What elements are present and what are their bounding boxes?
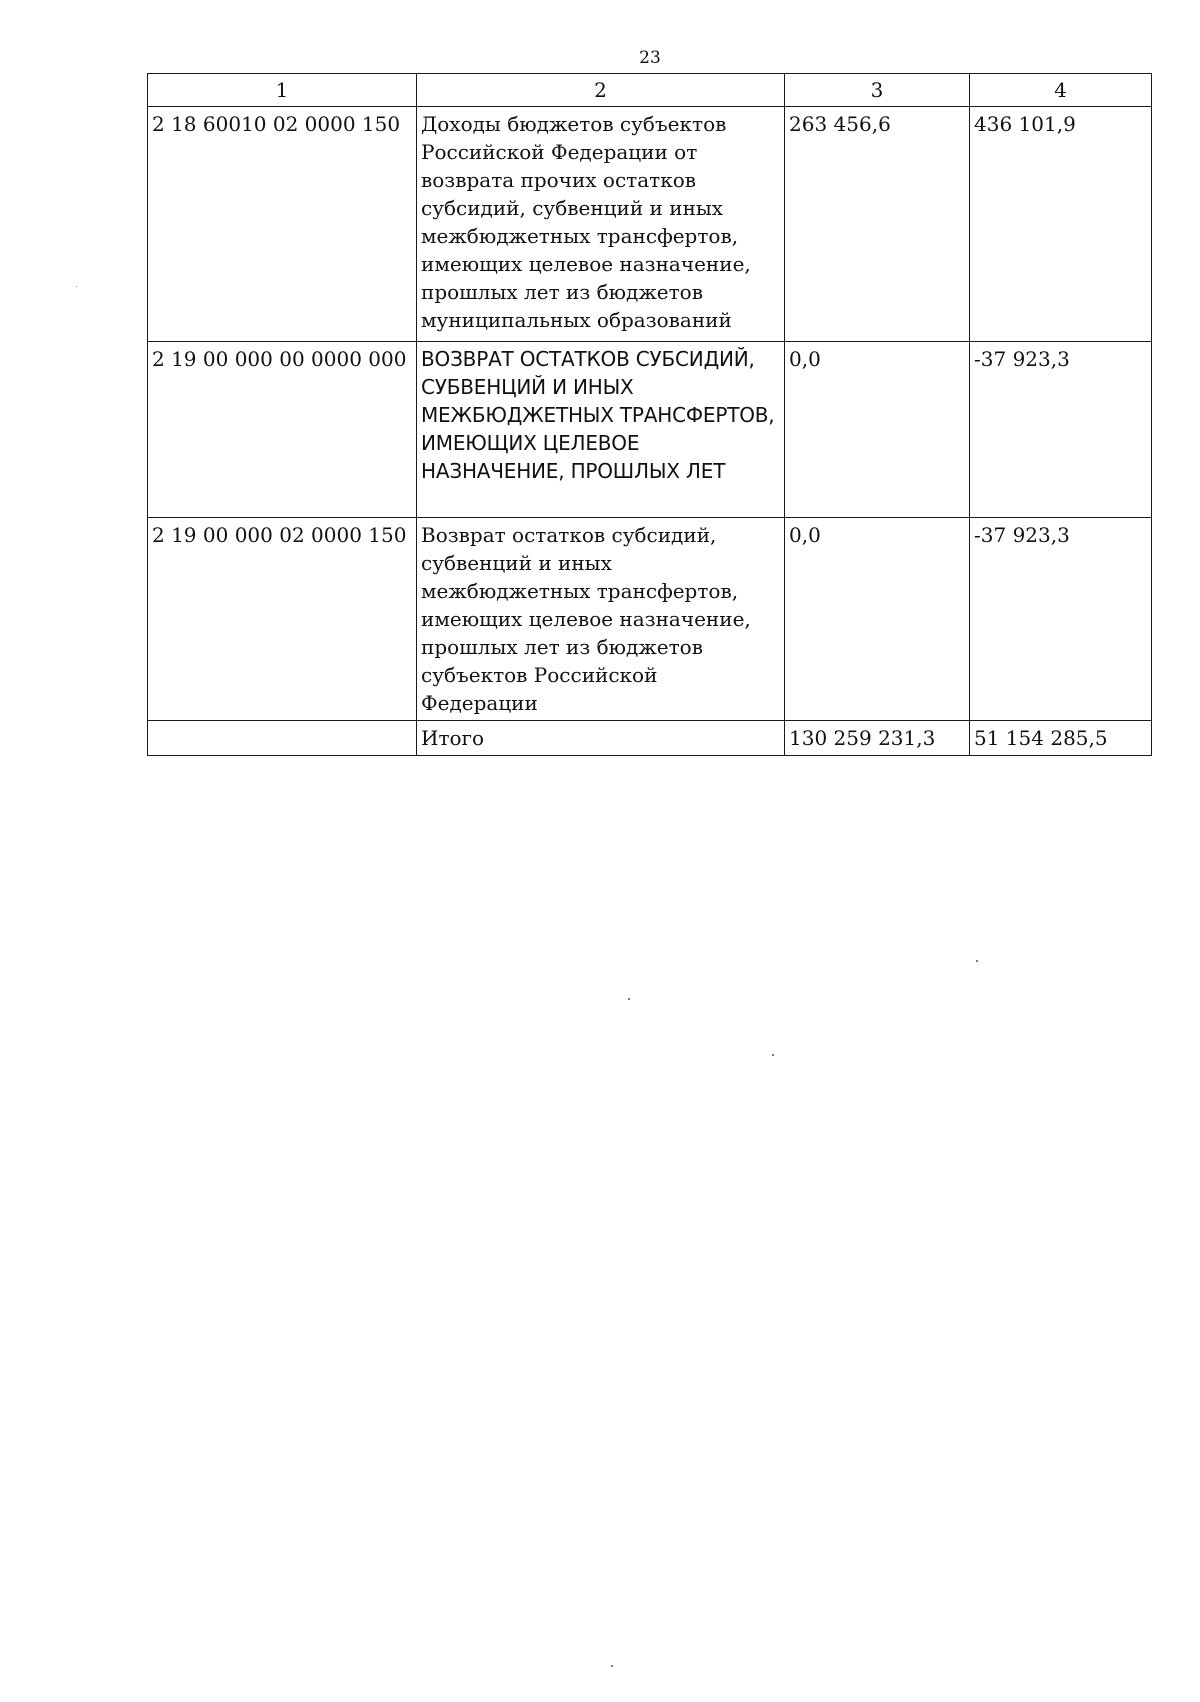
row-col3-value: 0,0 [785, 342, 970, 518]
row-col4-value: 436 101,9 [970, 107, 1152, 342]
header-col-4: 4 [970, 74, 1152, 107]
table-row [148, 518, 1152, 721]
row-col3-value: 0,0 [785, 518, 970, 721]
scan-speck [976, 960, 978, 962]
header-col-3: 3 [785, 74, 970, 107]
total-col3-value: 130 259 231,3 [785, 721, 970, 756]
row-col3-value: 263 456,6 [785, 107, 970, 342]
row-code: 2 19 00 000 02 0000 150 [148, 518, 417, 721]
row-name: Доходы бюджетов субъектов Российской Федерации от возврата прочих остатков субсидий, субвенций и иных межбюджетных трансфертов, имеющих целевое назначение, прошлых лет из бюджетов муниципальных образований [417, 107, 785, 342]
total-label: Итого [417, 721, 785, 756]
scan-speck [76, 286, 77, 287]
row-col4-value: -37 923,3 [970, 518, 1152, 721]
row-name: Возврат остатков субсидий, субвенций и иных межбюджетных трансфертов, имеющих целевое назначение, прошлых лет из бюджетов субъектов Российской Федерации [417, 518, 785, 721]
page-number: 23 [639, 48, 661, 68]
budget-table [147, 73, 1152, 756]
scan-speck [611, 1665, 613, 1667]
table-row [148, 107, 1152, 342]
total-col4-value: 51 154 285,5 [970, 721, 1152, 756]
table-header-row [148, 74, 1152, 107]
row-col4-value: -37 923,3 [970, 342, 1152, 518]
row-code: 2 18 60010 02 0000 150 [148, 107, 417, 342]
header-col-2: 2 [417, 74, 785, 107]
row-code: 2 19 00 000 00 0000 000 [148, 342, 417, 518]
scan-speck [628, 998, 630, 1000]
total-code [148, 721, 417, 756]
header-col-1: 1 [148, 74, 417, 107]
table-row [148, 342, 1152, 518]
row-name: ВОЗВРАТ ОСТАТКОВ СУБСИДИЙ, СУБВЕНЦИЙ И ИНЫХ МЕЖБЮДЖЕТНЫХ ТРАНСФЕРТОВ, ИМЕЮЩИХ ЦЕЛЕВОЕ НАЗНАЧЕНИЕ, ПРОШЛЫХ ЛЕТ [417, 342, 785, 518]
scan-speck [772, 1054, 774, 1056]
total-row [148, 721, 1152, 756]
